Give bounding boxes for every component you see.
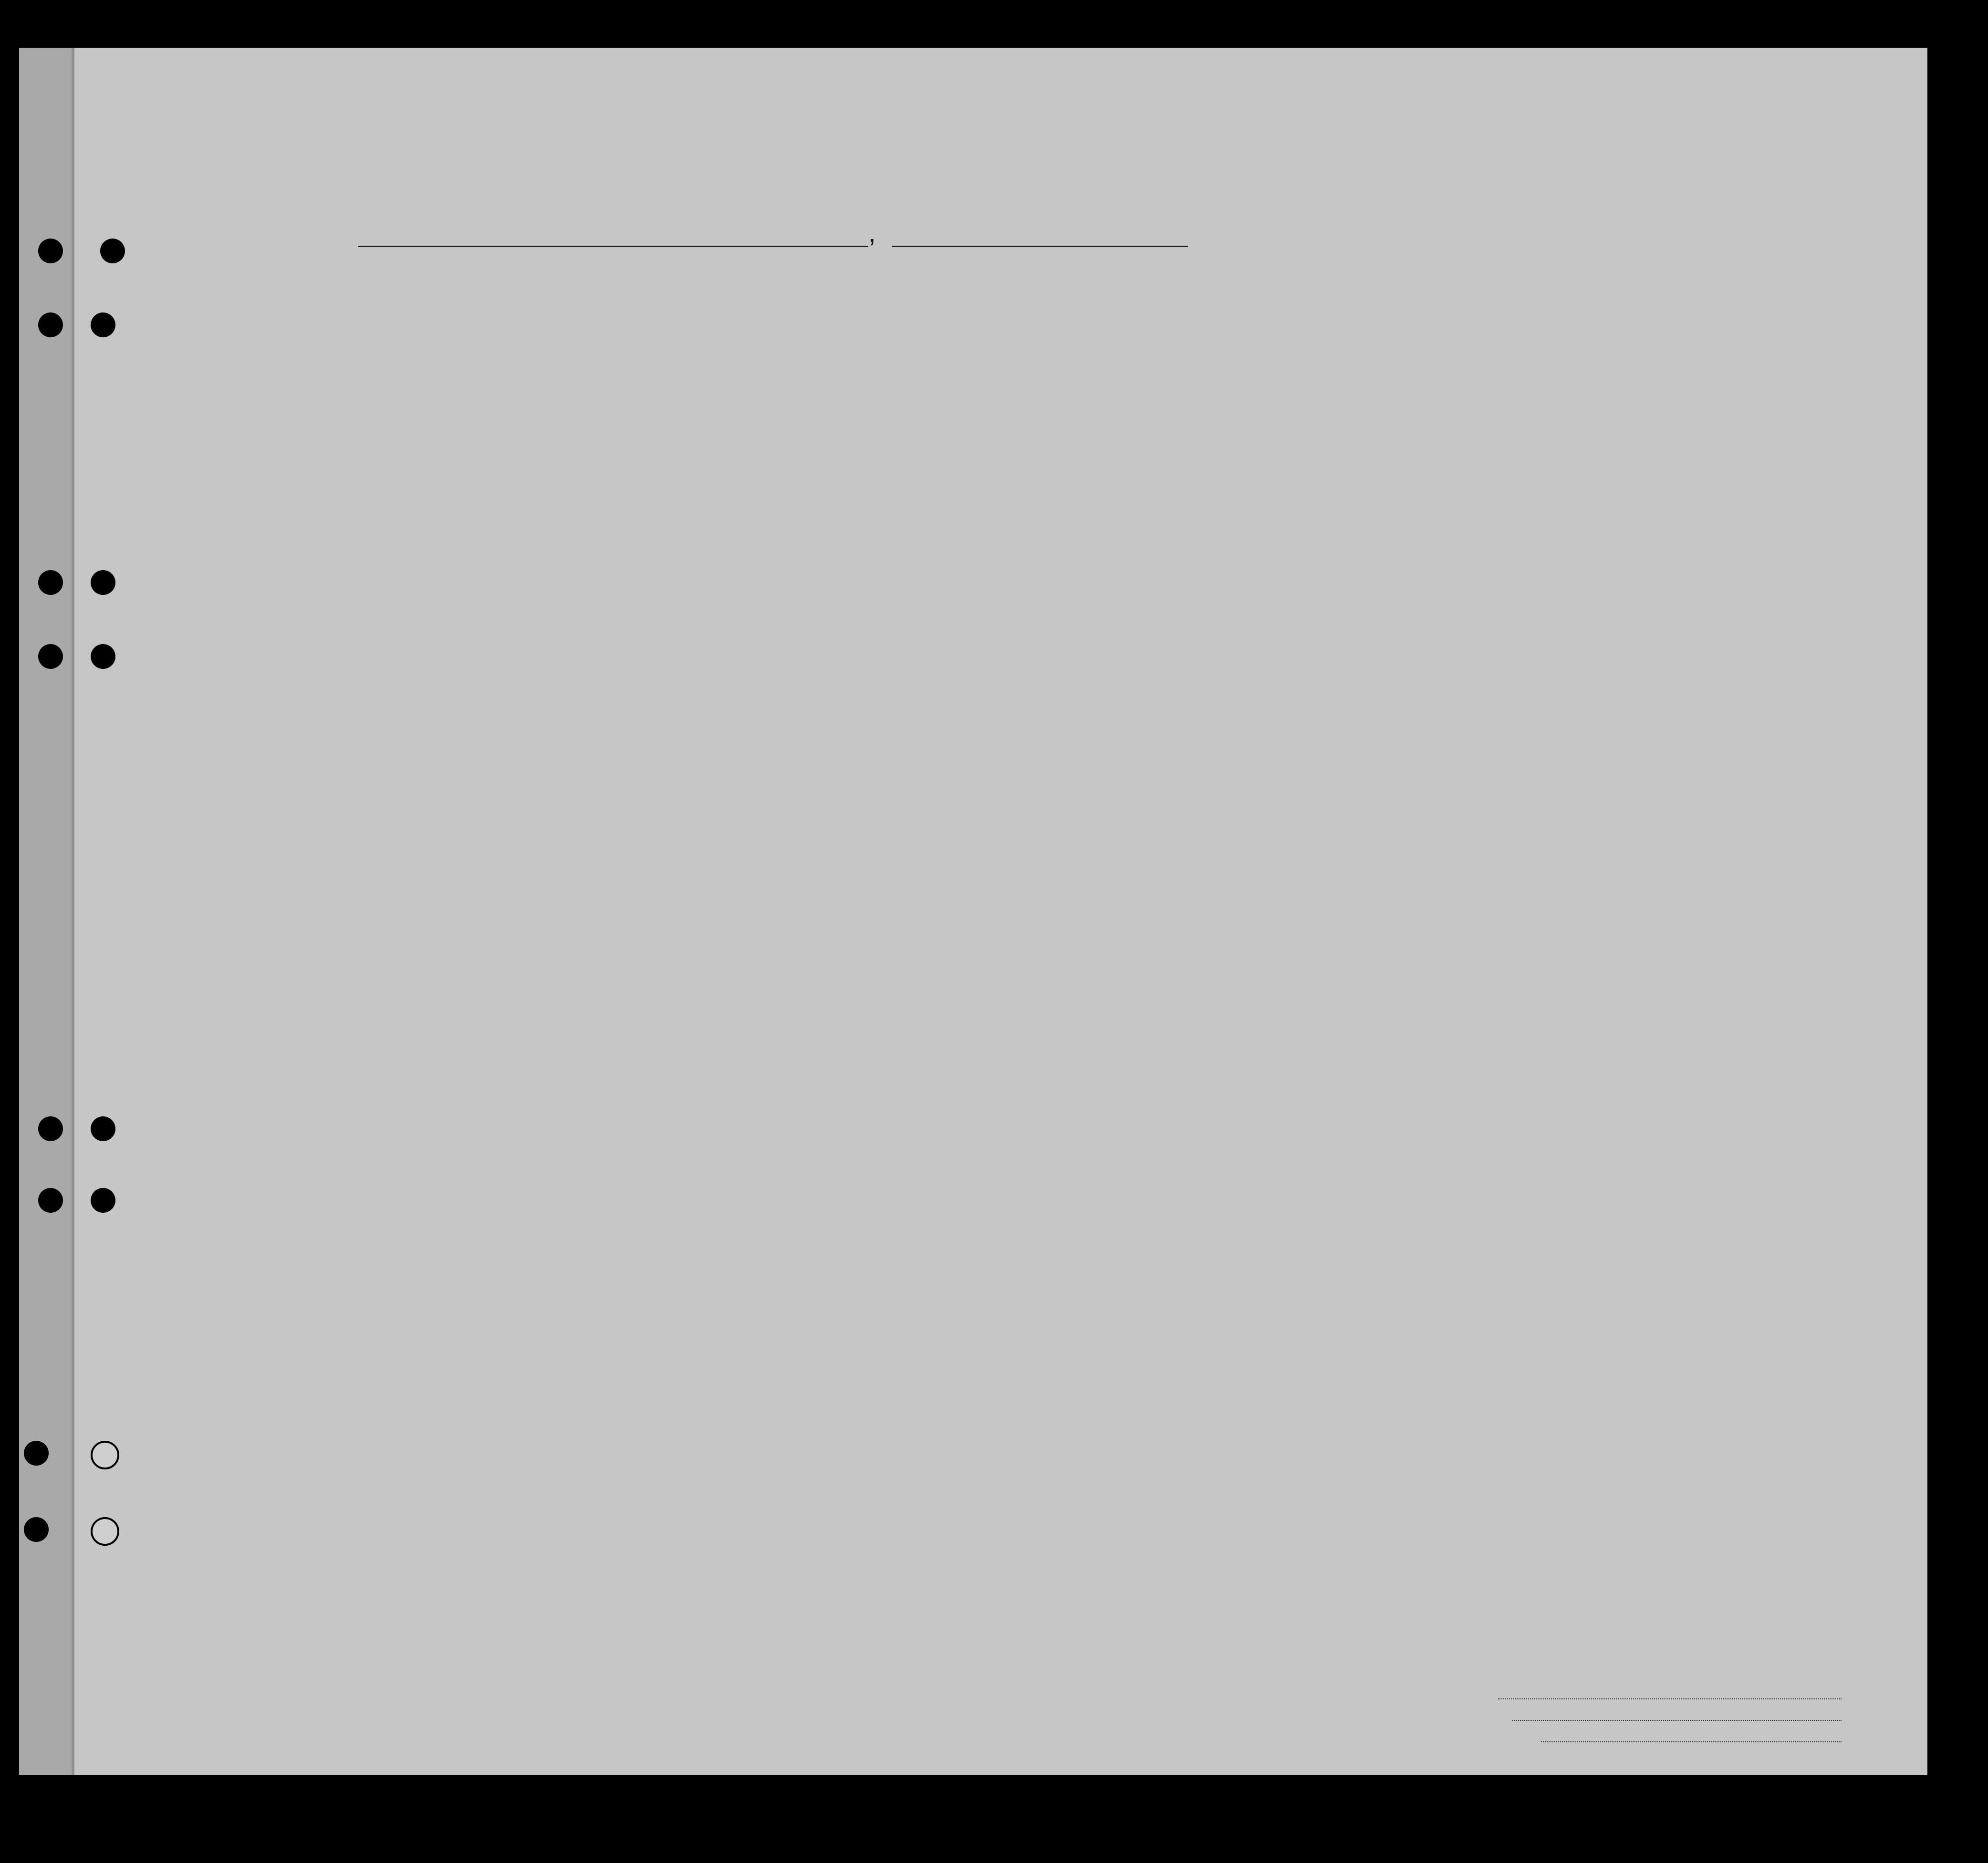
- header-anarchist: [1348, 353, 1367, 487]
- header-feet: [1620, 425, 1634, 487]
- comma: ,: [868, 218, 876, 248]
- header-purpose-return: [1170, 386, 1203, 484]
- owners-rule: [1512, 1720, 1842, 1721]
- agents-rule: [1541, 1741, 1842, 1742]
- header-money: [708, 353, 729, 487]
- header-ticket: [594, 353, 613, 487]
- header-purpose-length: [1209, 386, 1242, 484]
- header-question-31: [1480, 353, 1502, 487]
- header-prison: [1283, 353, 1312, 487]
- header-inches: [1645, 425, 1659, 487]
- header-question-30: [1456, 353, 1478, 487]
- table-grid: [19, 48, 1927, 1775]
- header-question-28: [1372, 353, 1419, 487]
- header-no-on-list: [110, 343, 157, 482]
- header-polygamist: [1323, 353, 1342, 487]
- line-rule: [1498, 1698, 1842, 1699]
- manifest-sheet: [19, 48, 1927, 1775]
- header-purpose-citizen: [1248, 386, 1277, 484]
- header-question-29: [1424, 353, 1453, 487]
